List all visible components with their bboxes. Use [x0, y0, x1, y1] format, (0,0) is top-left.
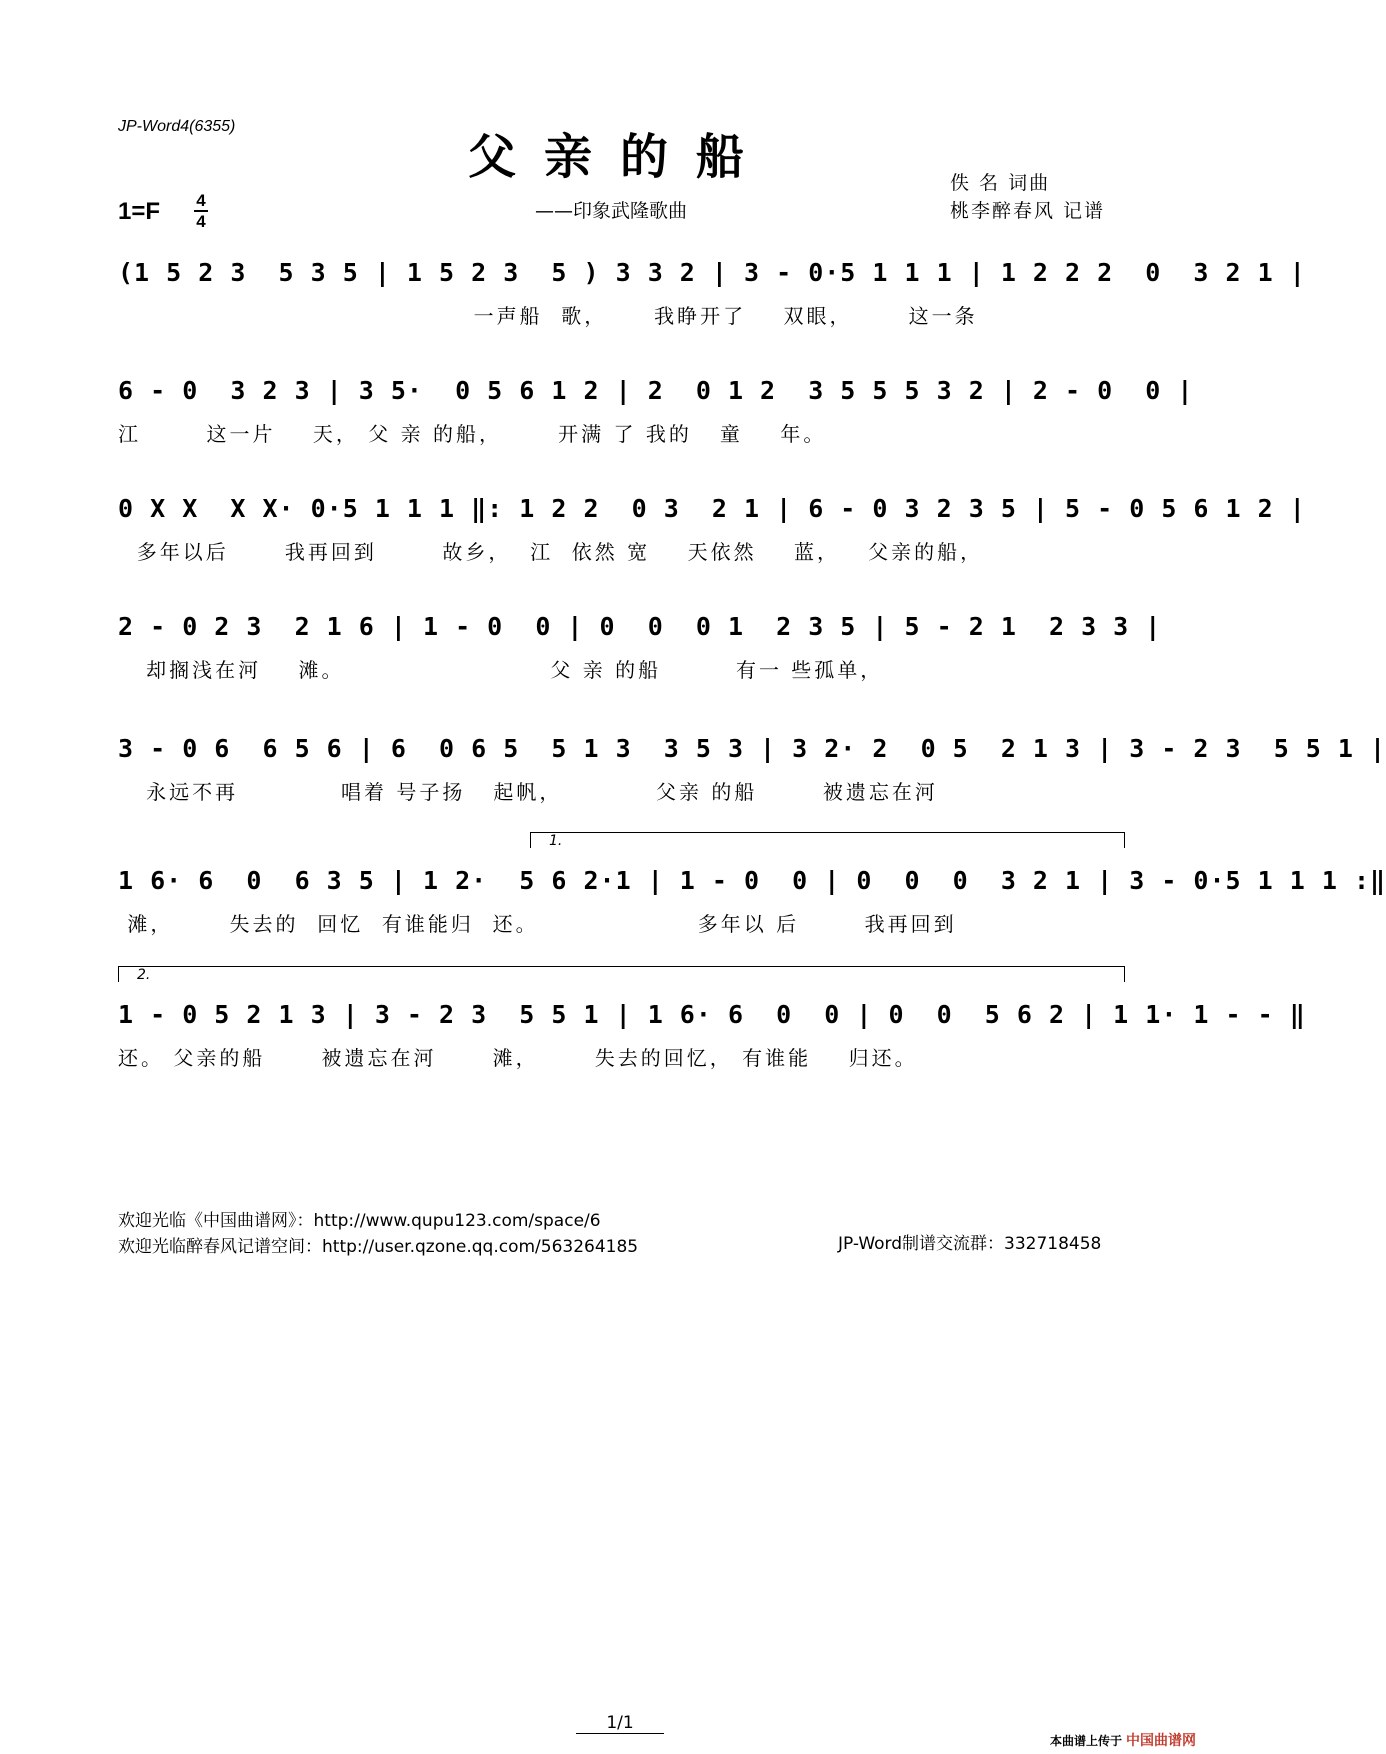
lyrics-line: 永远不再 唱着 号子扬 起帆， 父亲 的船 被遗忘在河 [118, 780, 938, 804]
notes-line: (1 5 2 3 5 3 5 | 1 5 2 3 5 ) 3 3 2 | 3 - 0·5 1 1 1 | 1 2 2 2 0 3 2 1 | [118, 257, 1306, 287]
upload-text: 本曲谱上传于 [1050, 1734, 1123, 1748]
footer-link-qzone[interactable]: 欢迎光临醉春风记谱空间：http://user.qzone.qq.com/563264185 [118, 1237, 639, 1257]
notes-line: 1 6· 6 0 6 3 5 | 1 2· 5 6 2·1 | 1 - 0 0 | 0 0 0 3 2 1 | 3 - 0·5 1 1 1 :‖ [118, 865, 1386, 895]
software-label: JP-Word4(6355) [118, 118, 236, 135]
lyrics-line: 滩， 失去的 回忆 有谁能归 还。 多年以 后 我再回到 [118, 912, 957, 936]
lyrics-line: 江 这一片 天， 父 亲 的船， 开满 了 我的 童 年。 [118, 422, 827, 446]
site-logo[interactable]: 中国曲谱网 [1126, 1733, 1197, 1749]
footer-link-qupu[interactable]: 欢迎光临《中国曲谱网》：http://www.qupu123.com/space/6 [118, 1211, 601, 1231]
notes-line: 2 - 0 2 3 2 1 6 | 1 - 0 0 | 0 0 0 1 2 3 5 | 5 - 2 1 2 3 3 | [118, 611, 1162, 641]
notes-line: 0 X X X X· 0·5 1 1 1 ‖: 1 2 2 0 3 2 1 | 6 - 0 3 2 3 5 | 5 - 0 5 6 1 2 | [118, 493, 1306, 523]
song-title: 父亲的船 [467, 129, 772, 185]
lyricist-composer: 佚 名 词曲 [950, 172, 1051, 194]
notes-line: 1 - 0 5 2 1 3 | 3 - 2 3 5 5 1 | 1 6· 6 0 0 | 0 0 5 6 2 | 1 1· 1 - - ‖ [118, 999, 1306, 1029]
lyrics-line: 却搁浅在河 滩。 父 亲 的船 有一 些孤单， [118, 658, 884, 682]
score-system-6 [118, 858, 1386, 938]
lyrics-line: 多年以后 我再回到 故乡， 江 依然 宽 天依然 蓝， 父亲的船， [118, 540, 984, 564]
score-system-1 [118, 250, 1306, 330]
transcriber: 桃李醉春风 记谱 [950, 200, 1106, 222]
score-system-2 [118, 368, 1194, 448]
second-ending-bracket: 2. [118, 966, 1125, 982]
lyrics-line: 还。 父亲的船 被遗忘在河 滩， 失去的回忆， 有谁能 归还。 [118, 1046, 918, 1070]
time-signature-bottom: 4 [196, 212, 206, 231]
first-ending-bracket: 1. [530, 832, 1125, 848]
score-system-7 [118, 992, 1306, 1072]
score-system-3 [118, 486, 1306, 566]
notes-line: 3 - 0 6 6 5 6 | 6 0 6 5 5 1 3 3 5 3 | 3 2· 2 0 5 2 1 3 | 3 - 2 3 5 5 1 | [118, 733, 1386, 763]
time-signature [194, 192, 208, 230]
page-number: 1/1 [0, 1713, 1240, 1733]
score-system-4 [118, 604, 1162, 684]
time-signature-top: 4 [196, 191, 206, 210]
upload-notice [1050, 1730, 1196, 1750]
lyrics-line: 一声船 歌， 我睁开了 双眼， 这一条 [118, 304, 978, 328]
footer-group: JP-Word制谱交流群：332718458 [838, 1234, 1102, 1254]
key-signature: 1=F [118, 198, 161, 225]
notes-line: 6 - 0 3 2 3 | 3 5· 0 5 6 1 2 | 2 0 1 2 3 5 5 5 3 2 | 2 - 0 0 | [118, 375, 1194, 405]
song-subtitle: ——印象武隆歌曲 [535, 200, 688, 222]
score-system-5 [118, 726, 1386, 806]
